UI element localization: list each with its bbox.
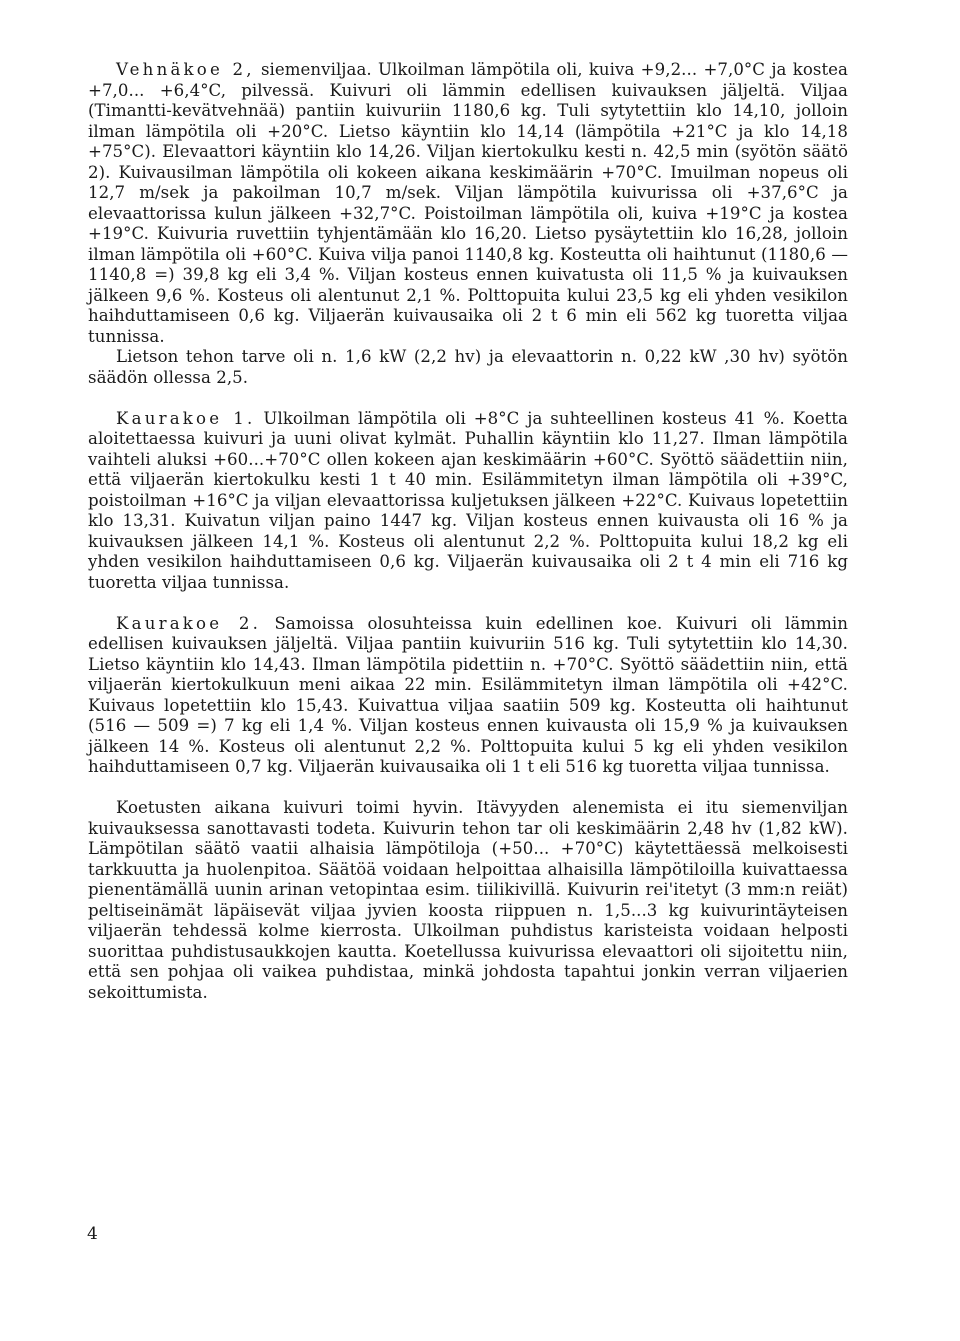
paragraph-body: Samoissa olosuhteissa kuin edellinen koe. Kuivuri oli lämmin edellisen kuivauksen jäljeltä. Viljaa pantiin kuivuriin 516 kg. Tuli sytytettiin klo 14,30. Lietso käyntiin klo 14,43. Ilman lämpötila pidettiin n. +70°C. Syöttö säädettiin niin, että viljaerän kiertokulkuun meni aikaa 22 min. Esilämmitetyn ilman lämpötila oli +42°C. Kuivaus lopetettiin klo 15,43. Kuivattua viljaa saatiin 509 kg. Kosteutta oli haihtunut (516 — 509 =) 7 kg eli 1,4 %. Viljan kosteus ennen kuivausta oli 15,9 % ja kuivauksen jälkeen 14 %. Kosteus oli alentunut 2,2 %. Polttopuita kului 5 kg eli yhden vesikilon haihduttamiseen 0,7 kg. Viljaerän kuivausaika oli 1 t eli 516 kg tuoretta viljaa tunnissa. [88, 613, 848, 776]
paragraph-body: Lietson tehon tarve oli n. 1,6 kW (2,2 hv) ja elevaattorin n. 0,22 kW ,30 hv) syötön säädön ollessa 2,5. [88, 347, 848, 387]
paragraph-koetusten-aikana [88, 798, 848, 1003]
paragraph-kaurakoe-1 [88, 409, 848, 594]
document-page [88, 60, 848, 1003]
paragraph-body: siemenviljaa. Ulkoilman lämpötila oli, kuiva +9,2... +7,0°C ja kostea +7,0... +6,4°C, pilvessä. Kuivuri oli lämmin edellisen kuivauksen jäljeltä. Viljaa (Timantti-kevätvehnää) pantiin kuivuriin 1180,6 kg. Tuli sytytettiin klo 14,10, jolloin ilman lämpötila oli +20°C. Lietso käyntiin klo 14,14 (lämpötila +21°C ja klo 14,18 +75°C). Elevaattori käyntiin klo 14,26. Viljan kiertokulku kesti n. 42,5 min (syötön säätö 2). Kuivausilman lämpötila oli kokeen aikana keskimäärin +70°C. Imuilman nopeus oli 12,7 m/sek ja pakoilman 10,7 m/sek. Viljan lämpötila kuivurissa oli +37,6°C ja elevaattorissa kulun jälkeen +32,7°C. Poistoilman lämpötila oli, kuiva +19°C ja kostea +19°C. Kuivuria ruvettiin tyhjentämään klo 16,20. Lietso pysäytettiin klo 16,28, jolloin ilman lämpötila oli +60°C. Kuiva vilja panoi 1140,8 kg. Kosteutta oli haihtunut (1180,6 — 1140,8 =) 39,8 kg eli 3,4 %. Viljan kosteus ennen kuivatusta oli 11,5 % ja kuivauksen jälkeen 9,6 %. Kosteus oli alentunut 2,1 %. Polttopuita kului 23,5 kg eli yhden vesikilon haihduttamiseen 0,6 kg. Viljaerän kuivausaika oli 2 t 6 min eli 562 kg tuoretta viljaa tunnissa. [88, 60, 848, 346]
paragraph-kaurakoe-2 [88, 614, 848, 778]
paragraph-vehnakoe-2 [88, 60, 848, 347]
page-number: 4 [87, 1224, 98, 1244]
paragraph-heading: Kaurakoe 2. [116, 613, 262, 633]
paragraph-heading: Kaurakoe 1. [116, 408, 256, 428]
paragraph-body: Koetusten aikana kuivuri toimi hyvin. Itävyyden alenemista ei itu siemenviljan kuivauksessa sanottavasti todeta. Kuivurin tehon tar oli keskimäärin 2,48 hv (1,82 kW). Lämpötilan säätö vaatii alhaisia lämpötiloja (+50... +70°C) käytettäessä melkoisesti tarkkuutta ja huolenpitoa. Säätöä voidaan helpoittaa alhaisilla lämpötiloilla kuivattaessa pienentämällä uunin arinan vetopintaa esim. tiilikivillä. Kuivurin rei'itetyt (3 mm:n reiät) peltiseinämät läpäisevät viljaa jyvien koosta riippuen n. 1,5...3 kg kuivurintäyteisen viljaerän tehdessä kolme kierrosta. Ulkoilman puhdistus karisteista voidaan helposti suorittaa puhdistusaukkojen kautta. Koetellussa kuivurissa elevaattori oli sijoitettu niin, että sen pohjaa oli vaikea puhdistaa, minkä johdosta tapahtui jonkin verran viljaerien sekoittumista. [88, 798, 848, 1002]
paragraph-lietson-tehon [88, 347, 848, 388]
paragraph-body: Ulkoilman lämpötila oli +8°C ja suhteellinen kosteus 41 %. Koetta aloitettaessa kuivuri ja uuni olivat kylmät. Puhallin käyntiin klo 11,27. Ilman lämpötila vaihteli aluksi +60...+70°C ollen kokeen ajan keskimäärin +60°C. Syöttö säädettiin niin, että viljaerän kiertokulku kesti 1 t 40 min. Esilämmitetyn ilman lämpötila oli +39°C, poistoilman +16°C ja viljan elevaattorissa kuljetuksen jälkeen +22°C. Kuivaus lopetettiin klo 13,31. Kuivatun viljan paino 1447 kg. Viljan kosteus ennen kuivausta oli 16 % ja kuivauksen jälkeen 14,1 %. Kosteus oli alentunut 2,2 %. Polttopuita kului 18,2 kg eli yhden vesikilon haihduttamiseen 0,6 kg. Viljaerän kuivausaika oli 2 t 4 min eli 716 kg tuoretta viljaa tunnissa. [88, 408, 848, 592]
paragraph-heading: Vehnäkoe 2, [116, 60, 255, 79]
